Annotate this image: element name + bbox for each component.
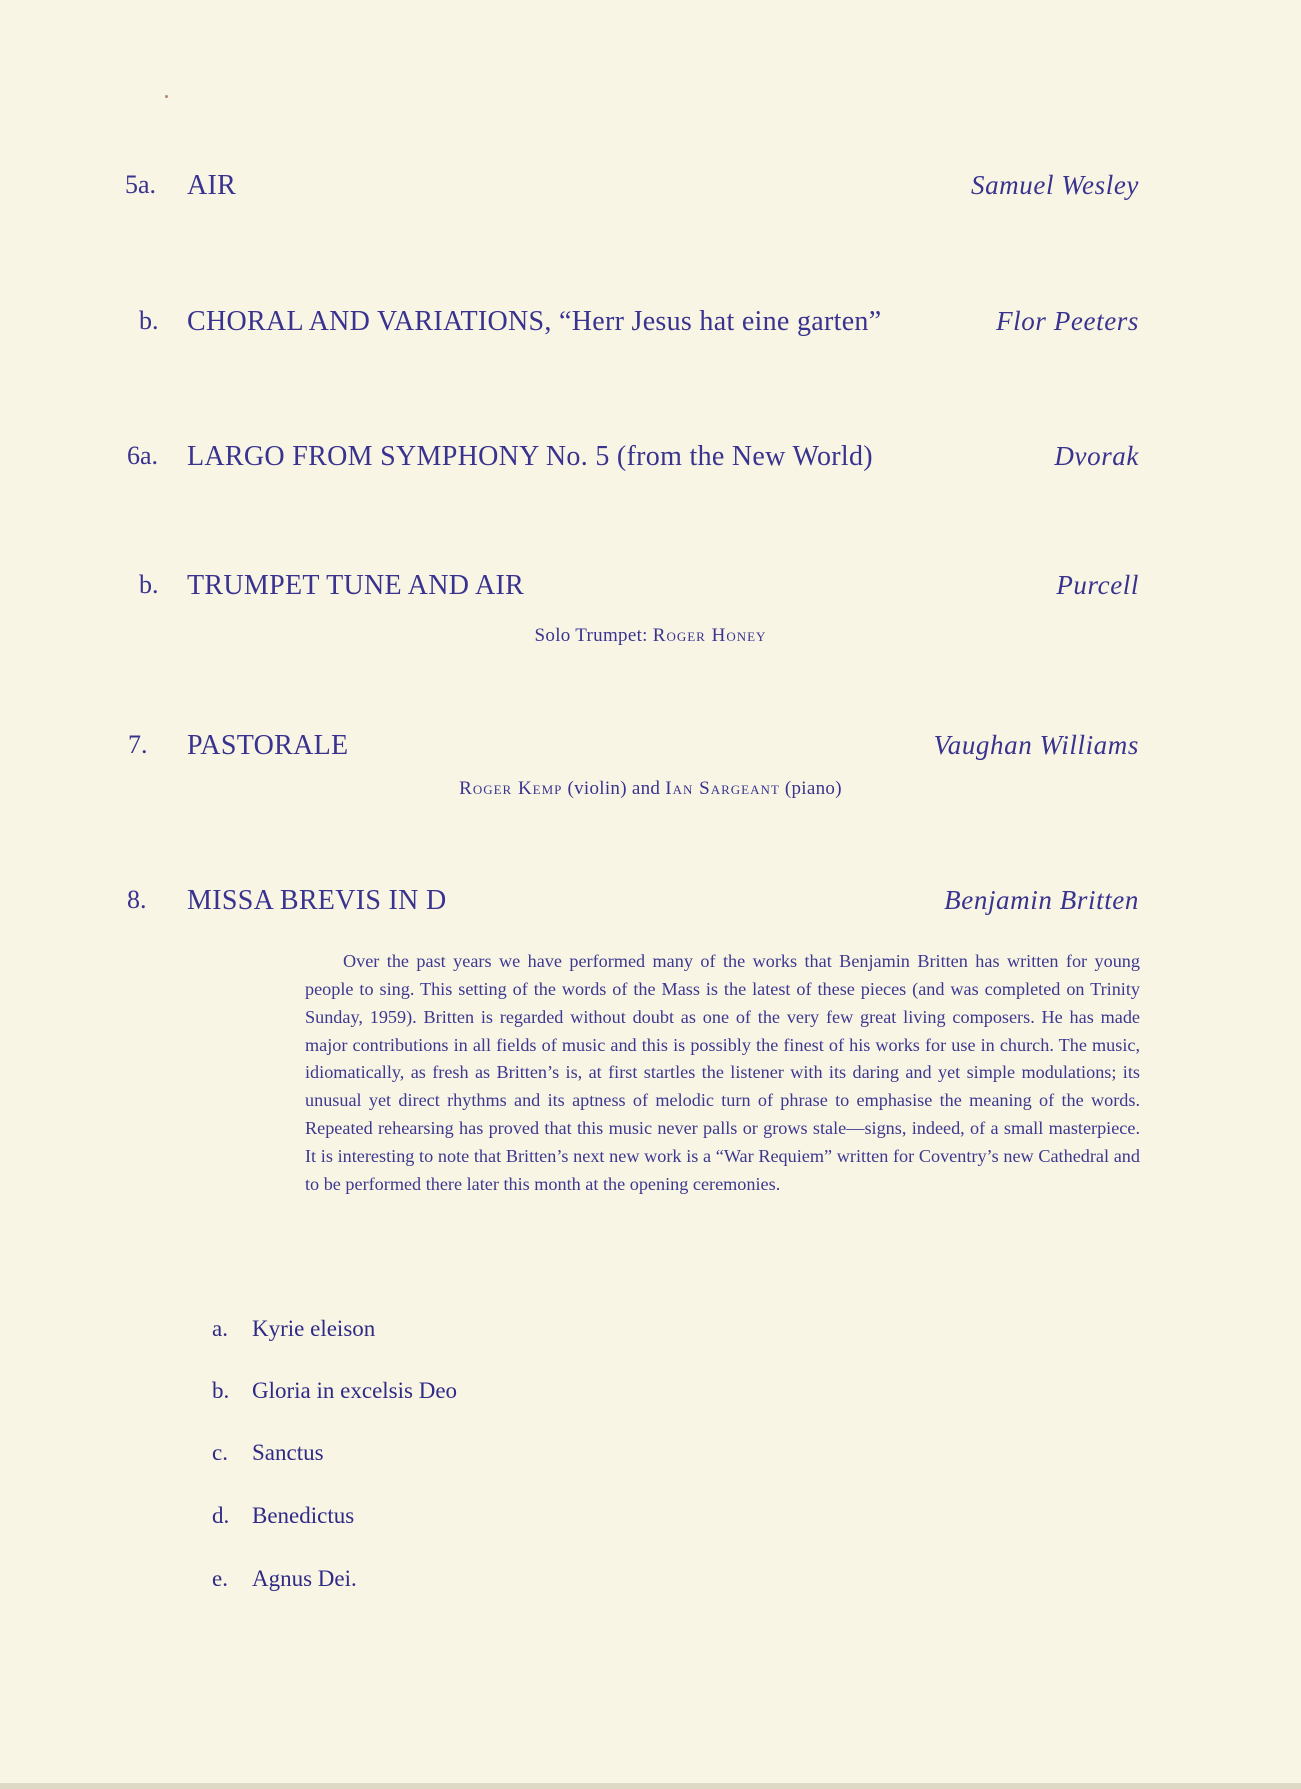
item-title: AIR [187, 170, 237, 201]
item-title: PASTORALE [187, 730, 349, 761]
movement-letter: d. [212, 1503, 230, 1528]
item-number: b. [139, 570, 159, 599]
movement-letter: e. [212, 1566, 228, 1591]
credit-performer-piano: Ian Sargeant [665, 778, 780, 799]
item-composer: Flor Peeters [996, 306, 1139, 336]
movement-item [212, 1503, 354, 1529]
credit-role-piano: (piano) [779, 778, 842, 799]
credit-prefix: Solo Trumpet: [534, 625, 653, 646]
movement-item [212, 1316, 375, 1342]
item-title: CHORAL AND VARIATIONS, “Herr Jesus hat eine garten” [187, 306, 882, 337]
item-number: 8. [127, 885, 147, 914]
paper-speck [165, 95, 168, 98]
movement-letter: b. [212, 1378, 230, 1403]
credit-role-violin: (violin) and [562, 778, 666, 799]
item-number: 7. [128, 730, 148, 759]
item-title: LARGO FROM SYMPHONY No. 5 (from the New World) [187, 441, 873, 472]
item-title: TRUMPET TUNE AND AIR [187, 570, 525, 601]
item-composer: Samuel Wesley [970, 170, 1139, 200]
movement-letter: a. [212, 1316, 228, 1341]
credit-performer: Roger Honey [652, 625, 767, 646]
movement-title: Sanctus [252, 1440, 324, 1465]
movement-item [212, 1440, 324, 1466]
movement-item [212, 1566, 357, 1592]
performer-credit-pastorale [0, 778, 1301, 800]
programme-note: Over the past years we have performed many of the works that Benjamin Britten has written for young people to sing. This setting of the words of the Mass is the latest of these pieces (and was completed on Trinity Sunday, 1959). Britten is regarded without doubt as one of the very few great living composers. He has made major contributions in all fields of music and this is possibly the finest of his works for use in church. The music, idiomatically, as fresh as Britten’s is, at first startles the listener with its daring and yet simple modulations; its unusual yet direct rhythms and its aptness of melodic turn of phrase to emphasise the meaning of the words. Repeated rehearsing has proved that this music never palls or grows stale—signs, indeed, of a small masterpiece. It is interesting to note that Britten’s next new work is a “War Requiem” written for Coventry’s new Cathedral and to be performed there later this month at the opening ceremonies. [305, 951, 1140, 1194]
item-number: 5a. [125, 170, 157, 199]
item-composer: Dvorak [1054, 441, 1139, 471]
page-edge [0, 1783, 1301, 1789]
movement-title: Agnus Dei. [252, 1566, 357, 1591]
performer-credit-trumpet [0, 625, 1301, 647]
item-number: b. [139, 306, 159, 335]
item-composer: Benjamin Britten [944, 885, 1139, 915]
movement-letter: c. [212, 1440, 228, 1465]
movement-title: Gloria in excelsis Deo [252, 1378, 458, 1403]
item-composer: Purcell [1056, 570, 1139, 600]
item-title: MISSA BREVIS IN D [187, 885, 447, 916]
movement-title: Kyrie eleison [252, 1316, 376, 1341]
movement-title: Benedictus [252, 1503, 355, 1528]
item-number: 6a. [127, 441, 159, 470]
item-composer: Vaughan Williams [933, 730, 1139, 760]
credit-performer-violin: Roger Kemp [459, 778, 563, 799]
movement-item [212, 1378, 457, 1404]
